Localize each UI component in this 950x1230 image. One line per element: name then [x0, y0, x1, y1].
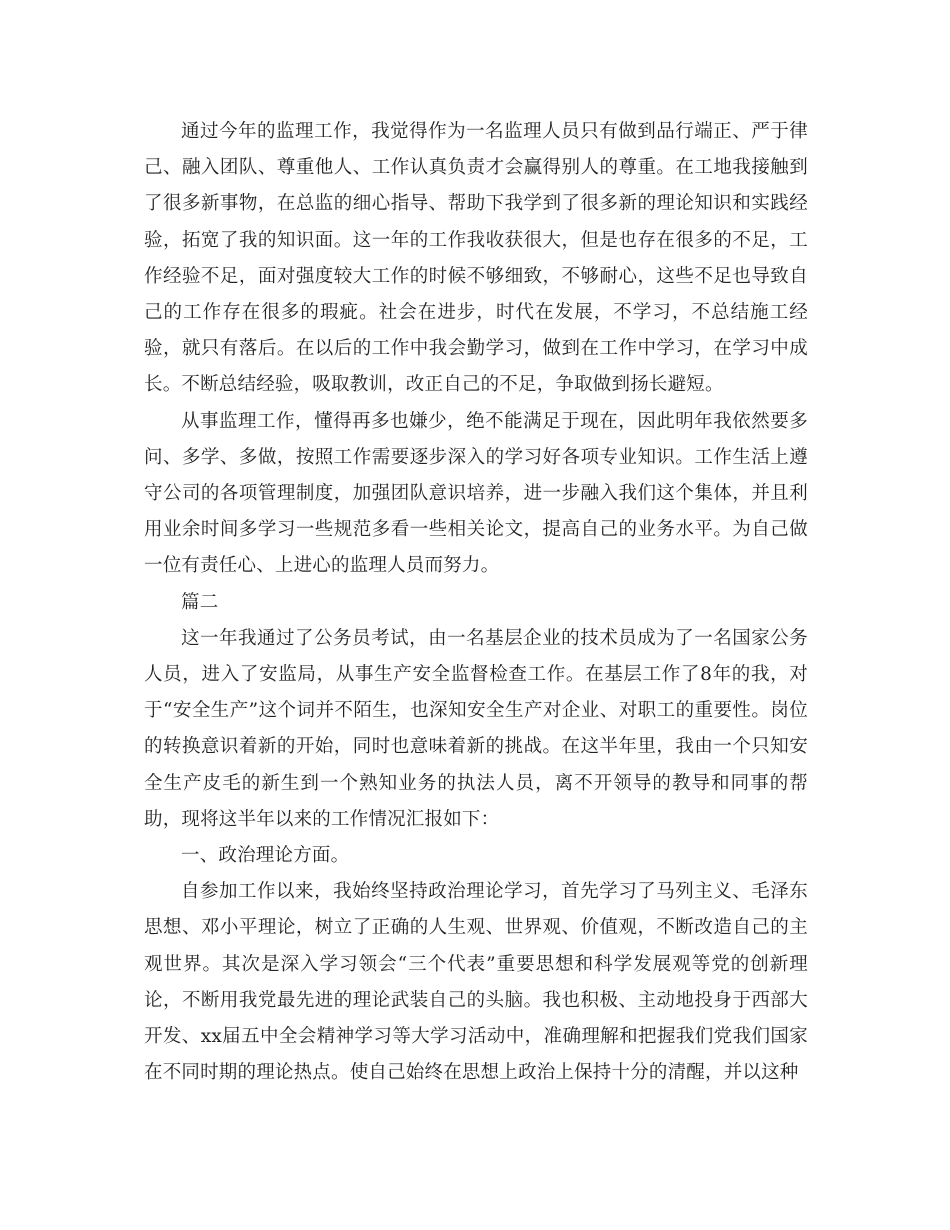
section-heading-pian-er: 篇二 [181, 591, 219, 613]
paragraph-1: 通过今年的监理工作，我觉得作为一名监理人员只有做到品行端正、严于律己、融入团队、尊重他人、工作认真负责才会赢得别人的尊重。在工地我接触到了很多新事物，在总监的细心指导、帮助下我学到了很多新的理论知识和实践经验，拓宽了我的知识面。这一年的工作我收获很大，但是也存在很多的不足，工作经验不足，面对强度较大工作的时候不够细致，不够耐心，这些不足也导致自己的工作存在很多的瑕疵。社会在进步，时代在发展，不学习，不总结施工经验，就只有落后。在以后的工作中我会勤学习，做到在工作中学习，在学习中成长。不断总结经验，吸取教训，改正自己的不足，争取做到扬长避短。 [144, 121, 808, 396]
paragraph-4: 自参加工作以来，我始终坚持政治理论学习，首先学习了马列主义、毛泽东思想、邓小平理论，树立了正确的人生观、世界观、价值观，不断改造自己的主观世界。其次是深入学习领会“三个代表”重要思想和科学发展观等党的创新理论，不断用我党最先进的理论武装自己的头脑。我也积极、主动地投身于西部大开发、xx届五中全会精神学习等大学习活动中，准确理解和把握我们党我们国家在不同时期的理论热点。使自己始终在思想上政治上保持十分的清醒，并以这种 [144, 881, 808, 1084]
section-heading-political-theory: 一、政治理论方面。 [181, 845, 350, 867]
document-body [144, 114, 808, 1091]
paragraph-2: 从事监理工作，懂得再多也嫌少，绝不能满足于现在，因此明年我依然要多问、多学、多做，按照工作需要逐步深入的学习好各项专业知识。工作生活上遵守公司的各项管理制度，加强团队意识培养，进一步融入我们这个集体，并且利用业余时间多学习一些规范多看一些相关论文，提高自己的业务水平。为自己做一位有责任心、上进心的监理人员而努力。 [144, 410, 808, 577]
paragraph-3: 这一年我通过了公务员考试，由一名基层企业的技术员成为了一名国家公务人员，进入了安监局，从事生产安全监督检查工作。在基层工作了8年的我，对于“安全生产”这个词并不陌生，也深知安全生产对企业、对职工的重要性。岗位的转换意识着新的开始，同时也意味着新的挑战。在这半年里，我由一个只知安全生产皮毛的新生到一个熟知业务的执法人员，离不开领导的教导和同事的帮助，现将这半年以来的工作情况汇报如下： [144, 627, 808, 830]
